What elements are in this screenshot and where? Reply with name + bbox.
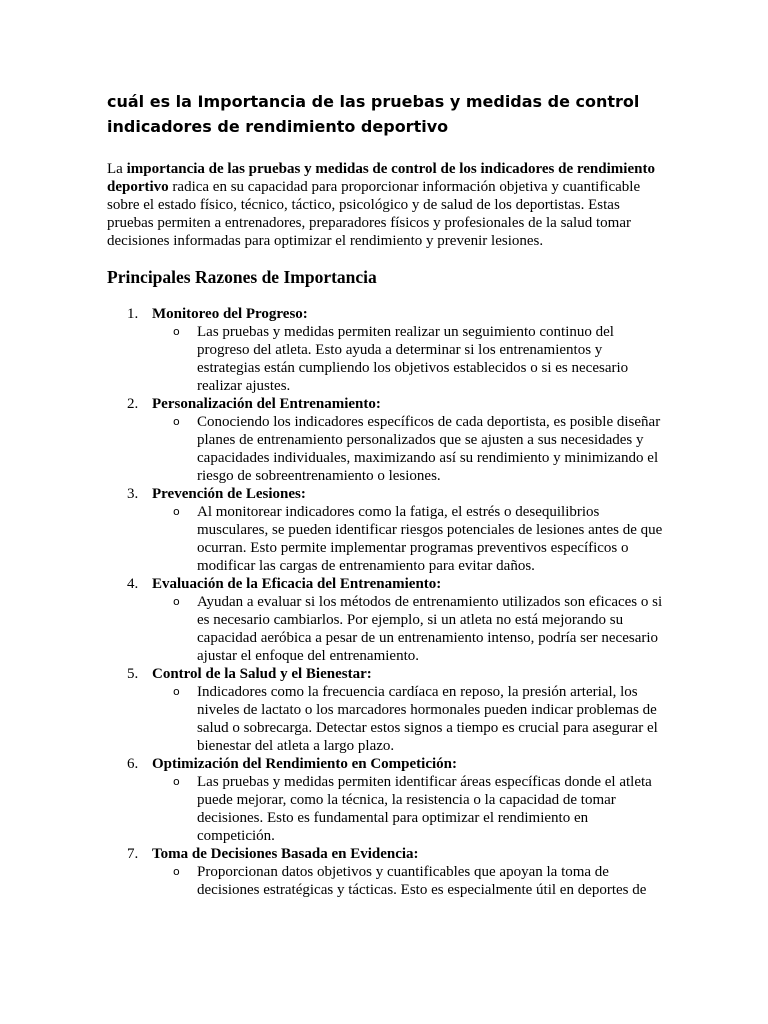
reason-item (107, 485, 667, 575)
bullet-icon: o (173, 595, 180, 608)
reason-detail-text: Las pruebas y medidas permiten identificar áreas específicas donde el atleta puede mejorar, como la técnica, la resistencia o la capacidad de tomar decisiones. Esto es fundamental para optimizar el rendimiento en competición. (197, 774, 652, 844)
intro-bold: importancia de las pruebas y medidas de control de los indicadores de rendimiento deportivo (107, 161, 655, 195)
reason-number: 5. (127, 666, 139, 682)
reason-detail (152, 683, 667, 755)
reason-title: Personalización del Entrenamiento: (152, 396, 381, 412)
reason-number: 6. (127, 756, 139, 772)
reason-sublist (152, 863, 667, 899)
reason-detail (152, 323, 667, 395)
reason-item (107, 845, 667, 899)
reason-item (107, 305, 667, 395)
reason-sublist (152, 683, 667, 755)
reason-item (107, 575, 667, 665)
reason-detail-text: Ayudan a evaluar si los métodos de entrenamiento utilizados son eficaces o si es necesario cambiarlos. Por ejemplo, si un atleta no está mejorando su capacidad aeróbica a pesar de un entrenamiento intenso, podría ser necesario ajustar el enfoque del entrenamiento. (197, 594, 663, 664)
intro-paragraph (107, 160, 667, 250)
reason-number: 7. (127, 846, 139, 862)
reasons-list (107, 305, 667, 899)
reason-title: Monitoreo del Progreso: (152, 306, 308, 322)
reason-item (107, 395, 667, 485)
reason-item (107, 755, 667, 845)
reason-detail (152, 413, 667, 485)
intro-rest: radica en su capacidad para proporcionar información objetiva y cuantificable sobre el estado físico, técnico, táctico, psicológico y de salud de los deportistas. Estas pruebas permiten a entrenadores, preparadores físicos y profesionales de la salud tomar decisiones informadas para optimizar el rendimiento y prevenir lesiones. (107, 179, 641, 249)
reason-number: 3. (127, 486, 139, 502)
reason-detail (152, 863, 667, 899)
reason-detail (152, 593, 667, 665)
reason-sublist (152, 503, 667, 575)
reason-sublist (152, 323, 667, 395)
reason-detail-text: Las pruebas y medidas permiten realizar un seguimiento continuo del progreso del atleta. Esto ayuda a determinar si los entrenamientos y estrategias están cumpliendo los objetivos establecidos o si es necesario realizar ajustes. (197, 324, 629, 394)
reason-detail-text: Al monitorear indicadores como la fatiga, el estrés o desequilibrios musculares, se pueden identificar riesgos potenciales de lesiones antes de que ocurran. Esto permite implementar programas preventivos específicos o modificar las cargas de entrenamiento para evitar daños. (197, 504, 663, 574)
reason-title: Control de la Salud y el Bienestar: (152, 666, 372, 682)
bullet-icon: o (173, 505, 180, 518)
reason-sublist (152, 593, 667, 665)
reason-detail-text: Indicadores como la frecuencia cardíaca en reposo, la presión arterial, los niveles de lactato o los marcadores hormonales pueden indicar problemas de salud o sobrecarga. Detectar estos signos a tiempo es crucial para asegurar el bienestar del atleta a largo plazo. (197, 684, 658, 754)
intro-lead: La (107, 161, 127, 177)
reason-number: 4. (127, 576, 139, 592)
reason-title: Toma de Decisiones Basada en Evidencia: (152, 846, 419, 862)
reason-title: Prevención de Lesiones: (152, 486, 306, 502)
reason-detail-text: Proporcionan datos objetivos y cuantificables que apoyan la toma de decisiones estratégicas y tácticas. Esto es especialmente útil en deportes de (197, 864, 647, 898)
reason-title: Evaluación de la Eficacia del Entrenamiento: (152, 576, 442, 592)
section-heading: Principales Razones de Importancia (107, 267, 377, 287)
reason-item (107, 665, 667, 755)
bullet-icon: o (173, 415, 180, 428)
bullet-icon: o (173, 775, 180, 788)
document-title: cuál es la Importancia de las pruebas y medidas de control indicadores de rendimiento deportivo (107, 92, 640, 136)
reason-number: 1. (127, 306, 139, 322)
bullet-icon: o (173, 685, 180, 698)
reason-detail (152, 503, 667, 575)
reason-number: 2. (127, 396, 139, 412)
reason-title: Optimización del Rendimiento en Competición: (152, 756, 457, 772)
reason-sublist (152, 413, 667, 485)
bullet-icon: o (173, 865, 180, 878)
bullet-icon: o (173, 325, 180, 338)
reason-sublist (152, 773, 667, 845)
reason-detail-text: Conociendo los indicadores específicos de cada deportista, es posible diseñar planes de entrenamiento personalizados que se ajusten a sus necesidades y capacidades individuales, maximizando así su rendimiento y minimizando el riesgo de sobreentrenamiento o lesiones. (197, 414, 661, 484)
reason-detail (152, 773, 667, 845)
